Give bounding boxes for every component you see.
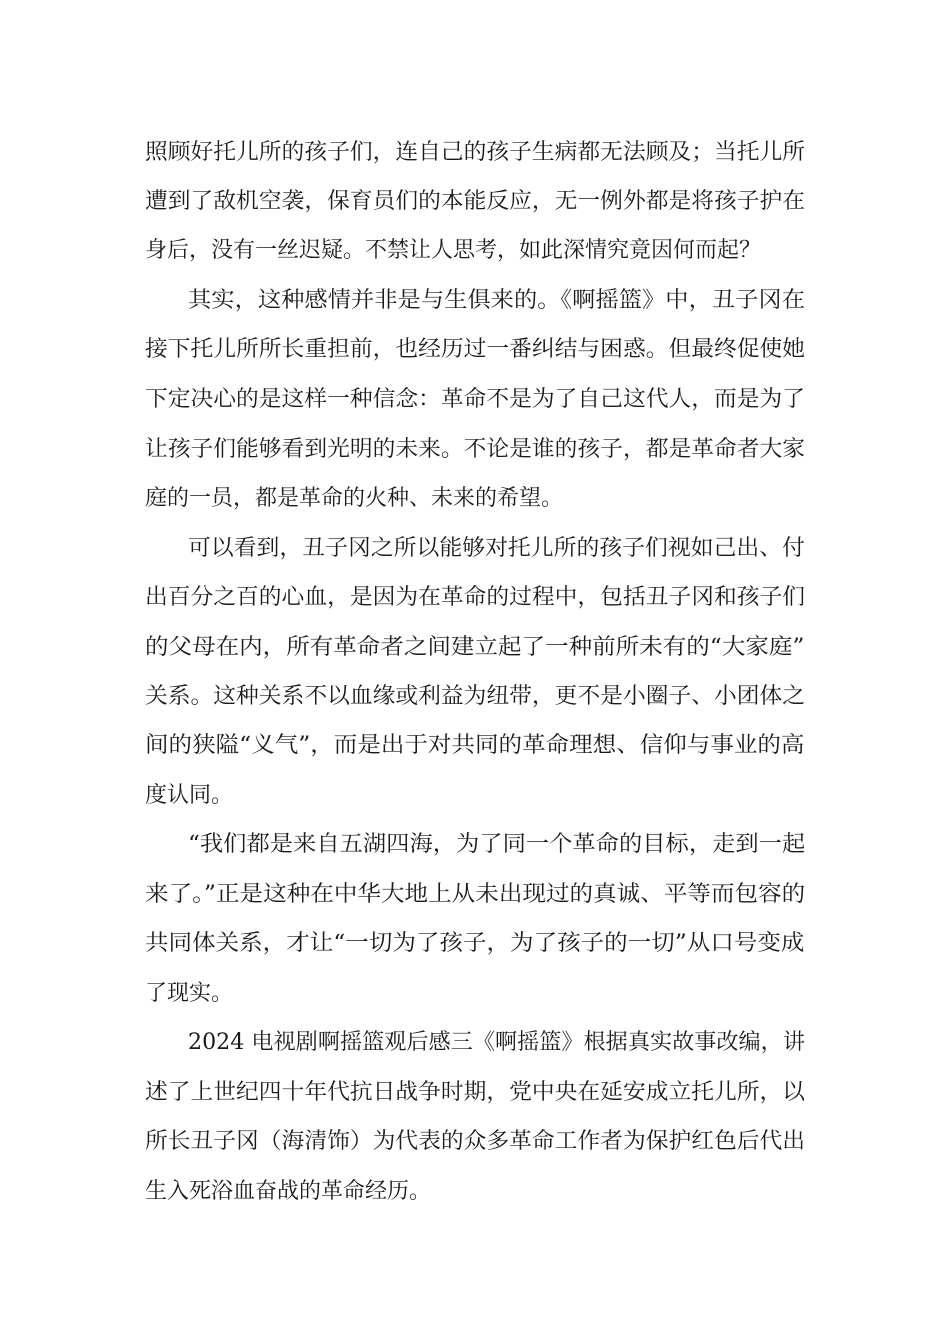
text-line: 接下托儿所所长重担前，也经历过一番纠结与困惑。但最终促使她 (145, 337, 806, 362)
text-line: 2024 电视剧啊摇篮观后感三《啊摇篮》根据真实故事改编，讲 (188, 1030, 805, 1055)
text-line: 下定决心的是这样一种信念：革命不是为了自己这代人，而是为了 (145, 387, 806, 412)
text-line: 遭到了敌机空袭，保育员们的本能反应，无一例外都是将孩子护在 (145, 189, 806, 214)
text-line: 庭的一员，都是革命的火种、未来的希望。 (145, 486, 564, 511)
text-line: 关系。这种关系不以血缘或利益为纽带，更不是小圈子、小团体之 (145, 684, 806, 709)
text-line: 照顾好托儿所的孩子们，连自己的孩子生病都无法顾及；当托儿所 (145, 140, 806, 165)
text-line: 让孩子们能够看到光明的未来。不论是谁的孩子，都是革命者大家 (145, 437, 806, 462)
text-line: 所长丑子冈（海清饰）为代表的众多革命工作者为保护红色后代出 (145, 1129, 806, 1154)
text-line: 身后，没有一丝迟疑。不禁让人思考，如此深情究竟因何而起？ (145, 238, 762, 263)
text-line: 度认同。 (145, 783, 234, 808)
text-line: 来了。”正是这种在中华大地上从未出现过的真诚、平等而包容的 (145, 882, 806, 907)
text-line: 其实，这种感情并非是与生俱来的。《啊摇篮》中，丑子冈在 (188, 288, 806, 313)
text-line: 出百分之百的心血，是因为在革命的过程中，包括丑子冈和孩子们 (145, 585, 806, 610)
text-line: 了现实。 (145, 981, 234, 1006)
text-line: 可以看到，丑子冈之所以能够对托儿所的孩子们视如己出、付 (188, 536, 806, 561)
text-line: 共同体关系，才让“一切为了孩子，为了孩子的一切”从口号变成 (145, 931, 805, 956)
text-line: 的父母在内，所有革命者之间建立起了一种前所未有的“大家庭” (145, 635, 805, 660)
text-line: “我们都是来自五湖四海，为了同一个革命的目标，走到一起 (188, 832, 806, 857)
text-line: 间的狭隘“义气”，而是出于对共同的革命理想、信仰与事业的高 (145, 733, 805, 758)
text-line: 生入死浴血奋战的革命经历。 (145, 1179, 432, 1204)
text-line: 述了上世纪四十年代抗日战争时期，党中央在延安成立托儿所，以 (145, 1080, 806, 1105)
